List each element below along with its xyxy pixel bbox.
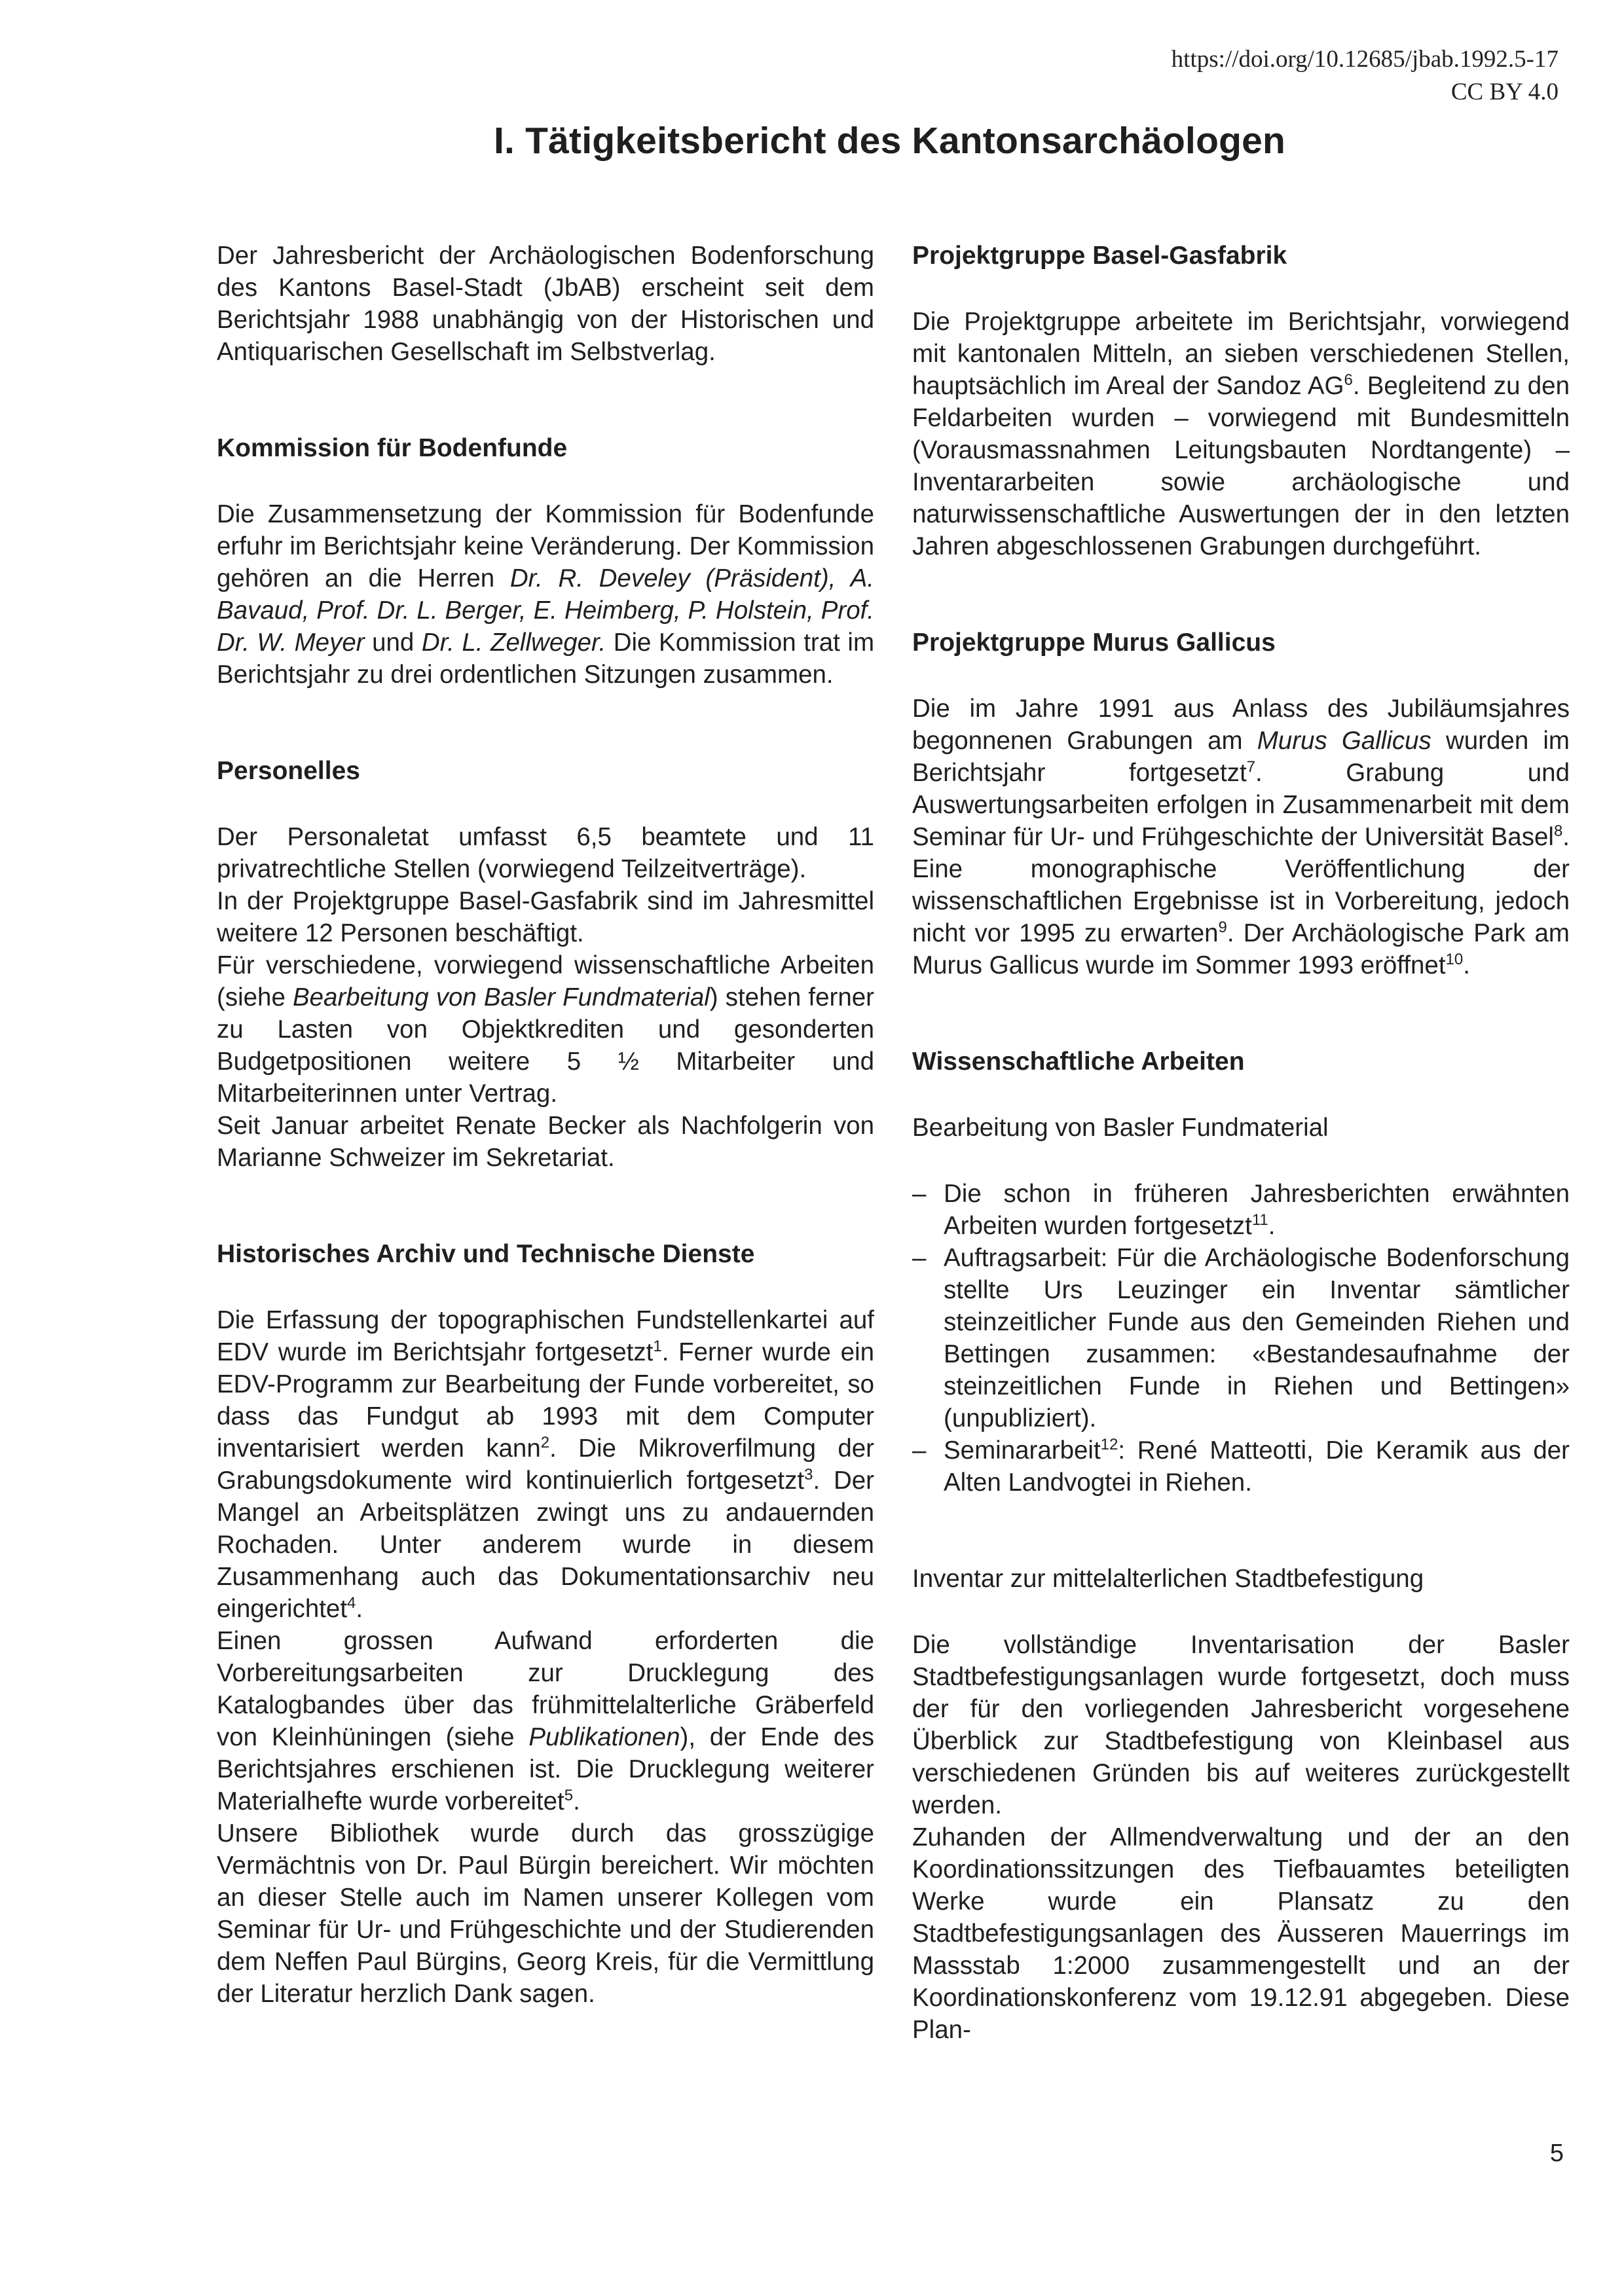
heading-wissenschaft: Wissenschaftliche Arbeiten — [912, 1048, 1245, 1076]
stadtbefestigung-p2: Zuhanden der Allmendverwaltung und der an den Koordinationssitzungen des Tiefbauamtes beteiligten Werke wurde ein Plansatz zu den Stadtbefestigungsanlagen des Äusseren Mauerrings im Massstab 1:2000 zusammengestellt und an der Koordinationskonferenz vom 19.12.91 abgegeben. Diese Plan- — [912, 1823, 1570, 2044]
intro-paragraph: Der Jahresbericht der Archäologischen Bodenforschung des Kantons Basel-Stadt (JbAB) erscheint seit dem Berichtsjahr 1988 unabhängig von der Historischen und Antiquarischen Gesellschaft im Selbstverlag. — [217, 242, 874, 366]
list-item: – Auftragsarbeit: Für die Archäologische Bodenforschung stellte Urs Leuzinger ein Inventar sämtlicher steinzeitlicher Funde aus den Gemeinden Riehen und Bettingen zusammen: «Bestandesaufnahme der steinzeitlichen Funde in Riehen und Bettingen» (unpubliziert). — [912, 1242, 1570, 1434]
archiv-p1: Die Erfassung der topographischen Fundstellenkartei auf EDV wurde im Berichtsjahr fortgesetzt$^1$. Ferner wurde ein EDV-Programm zur Bearbeitung der Funde vorbereitet, so dass das Fundgut ab 1993 mit dem Computer inventarisiert werden kann$^2$. Die Mikroverfilmung der Grabungsdokumente wird kontinuierlich fortgesetzt$^3$. Der Mangel an Arbeitsplätzen zwingt uns zu andauernden Rochaden. Unter anderem wurde in diesem Zusammenhang auch das Dokumentationsarchiv neu eingerichtet$^4$. — [217, 1306, 875, 1623]
heading-murus: Projektgruppe Murus Gallicus — [912, 629, 1276, 657]
stadtbefestigung-p1: Die vollständige Inventarisation der Basler Stadtbefestigungsanlagen wurde fortgesetzt, doch muss der für den vorliegenden Jahresbericht vorgesehene Überblick zur Stadtbefestigung von Kleinbasel aus verschiedenen Gründen bis auf weiteres zurückgestellt werden. — [912, 1631, 1570, 1819]
heading-personelles: Personelles — [217, 757, 360, 785]
page-number: 5 — [1549, 2140, 1564, 2167]
doi-header — [1172, 43, 1559, 109]
right-column — [912, 240, 1570, 2046]
subheading-stadtbefestigung: Inventar zur mittelalterlichen Stadtbefestigung — [912, 1565, 1424, 1593]
heading-kommission: Kommission für Bodenfunde — [217, 434, 568, 462]
kommission-paragraph: Die Zusammensetzung der Kommission für Bodenfunde erfuhr im Berichtsjahr keine Veränderung. Der Kommission gehören an die Herren Dr. R. Develey (Präsident), A. Bavaud, Prof. Dr. L. Berger, E. Heimberg, P. Holstein, Prof. Dr. W. Meyer und Dr. L. Zellweger. Die Kommission trat im Berichtsjahr zu drei ordentlichen Sitzungen zusammen. — [217, 500, 875, 689]
doi-link[interactable]: https://doi.org/10.12685/jbab.1992.5-17 — [1171, 46, 1559, 73]
list-item: – Die schon in früheren Jahresberichten erwähnten Arbeiten wurden fortgesetzt$^{11}$. — [912, 1178, 1570, 1242]
murus-paragraph: Die im Jahre 1991 aus Anlass des Jubiläumsjahres begonnenen Grabungen am Murus Gallicus wurden im Berichtsjahr fortgesetzt$^7$. Grabung und Auswertungsarbeiten erfolgen in Zusammenarbeit mit dem Seminar für Ur- und Frühgeschichte der Universität Basel$^8$. Eine monographische Veröffentlichung der wissenschaftlichen Ergebnisse ist in Vorbereitung, jedoch nicht vor 1995 zu erwarten$^9$. Der Archäologische Park am Murus Gallicus wurde im Sommer 1993 eröffnet$^{10}$. — [912, 695, 1570, 979]
gasfabrik-paragraph: Die Projektgruppe arbeitete im Berichtsjahr, vorwiegend mit kantonalen Mitteln, an sieben verschiedenen Stellen, hauptsächlich im Areal der Sandoz $AG^6$. Begleitend zu den Feldarbeiten wurden – vorwiegend mit Bundesmitteln (Vorausmassnahmen Leitungsbauten Nordtangente) – Inventararbeiten sowie archäologische und naturwissenschaftliche Auswertungen der in den letzten Jahren abgeschlossenen Grabungen durchgeführt. — [912, 308, 1570, 560]
subheading-fundmaterial: Bearbeitung von Basler Fundmaterial — [912, 1114, 1329, 1142]
page-title: I. Tätigkeitsbericht des Kantonsarchäologen — [494, 120, 1286, 162]
archiv-p3: Unsere Bibliothek wurde durch das grosszügige Vermächtnis von Dr. Paul Bürgin bereichert. Wir möchten an dieser Stelle auch im Namen unserer Kollegen vom Seminar für Ur- und Frühgeschichte und der Studierenden dem Neffen Paul Bürgins, Georg Kreis, für die Vermittlung der Literatur herzlich Dank sagen. — [217, 1819, 874, 2008]
personelles-p2: In der Projektgruppe Basel-Gasfabrik sind im Jahresmittel weitere 12 Personen beschäftigt. — [217, 887, 874, 947]
heading-gasfabrik: Projektgruppe Basel-Gasfabrik — [912, 242, 1287, 270]
work-list — [912, 1178, 1570, 1499]
left-column — [217, 240, 874, 2010]
personelles-p3: Für verschiedene, vorwiegend wissenschaftliche Arbeiten (siehe Bearbeitung von Basler Fundmaterial) stehen ferner zu Lasten von Objektkrediten und gesonderten Budgetpositionen weitere 5 ½ Mitarbeiter und Mitarbeiterinnen unter Vertrag. — [217, 951, 874, 1108]
personelles-p4: Seit Januar arbeitet Renate Becker als Nachfolgerin von Marianne Schweizer im Sekretariat. — [217, 1112, 874, 1172]
heading-archiv: Historisches Archiv und Technische Dienste — [217, 1240, 755, 1268]
personelles-p1: Der Personaletat umfasst 6,5 beamtete und 11 privatrechtliche Stellen (vorwiegend Teilzeitverträge). — [217, 823, 874, 883]
license-label: CC BY 4.0 — [1450, 79, 1559, 105]
list-item: – Seminararbeit$^{12}$: René Matteotti, Die Keramik aus der Alten Landvogtei in Riehen. — [912, 1434, 1570, 1499]
archiv-p2: Einen grossen Aufwand erforderten die Vorbereitungsarbeiten zur Drucklegung des Katalogbandes über das frühmittelalterliche Gräberfeld von Kleinhüningen (siehe Publikationen), der Ende des Berichtsjahres erschienen ist. Die Drucklegung weiterer Materialhefte wurde vorbereitet$^5$. — [217, 1627, 874, 1815]
